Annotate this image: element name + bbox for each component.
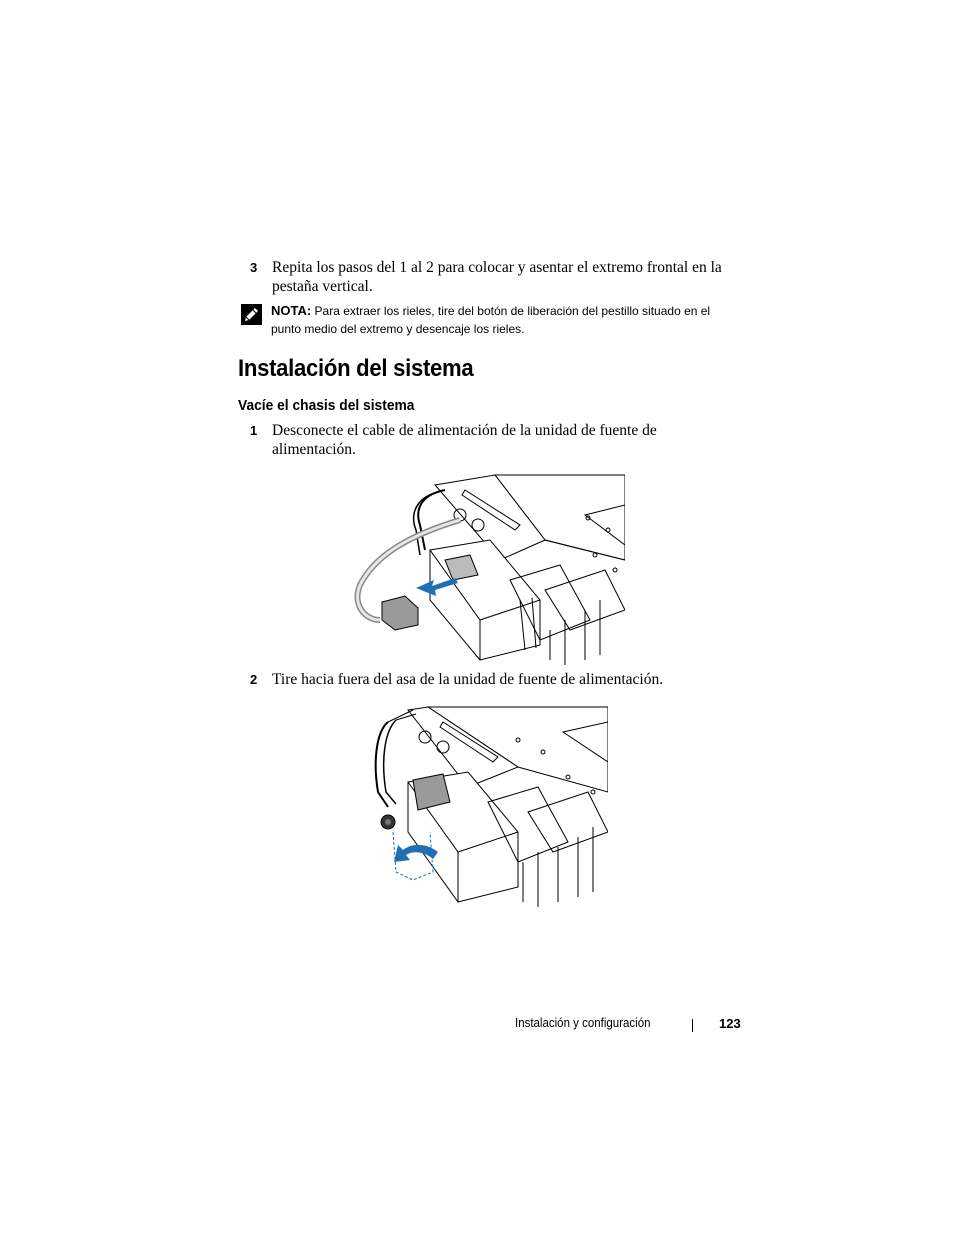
figure-pull-psu-handle [368,702,608,910]
step-number: 1 [250,423,258,438]
step-text: Repita los pasos del 1 al 2 para colocar y asentar el extremo frontal en la pestaña vertical. [272,259,722,295]
step-number: 3 [250,260,258,275]
page-number: 123 [719,1016,741,1031]
step-text: Desconecte el cable de alimentación de la unidad de fuente de alimentación. [272,422,657,458]
note-text [271,302,741,338]
footer-separator [692,1019,693,1032]
section-title: Instalación del sistema [238,355,474,382]
note-pencil-icon [241,304,262,325]
subsection-title: Vacíe el chasis del sistema [238,397,415,414]
note-label: NOTA: [271,303,312,318]
step-text: Tire hacia fuera del asa de la unidad de fuente de alimentación. [272,671,664,688]
note-body: Para extraer los rieles, tire del botón de liberación del pestillo situado en el punto medio del extremo y desencaje los rieles. [271,304,711,336]
step-number: 2 [250,672,258,687]
figure-disconnect-power-cable [350,470,625,670]
footer-chapter: Instalación y configuración [515,1016,651,1030]
